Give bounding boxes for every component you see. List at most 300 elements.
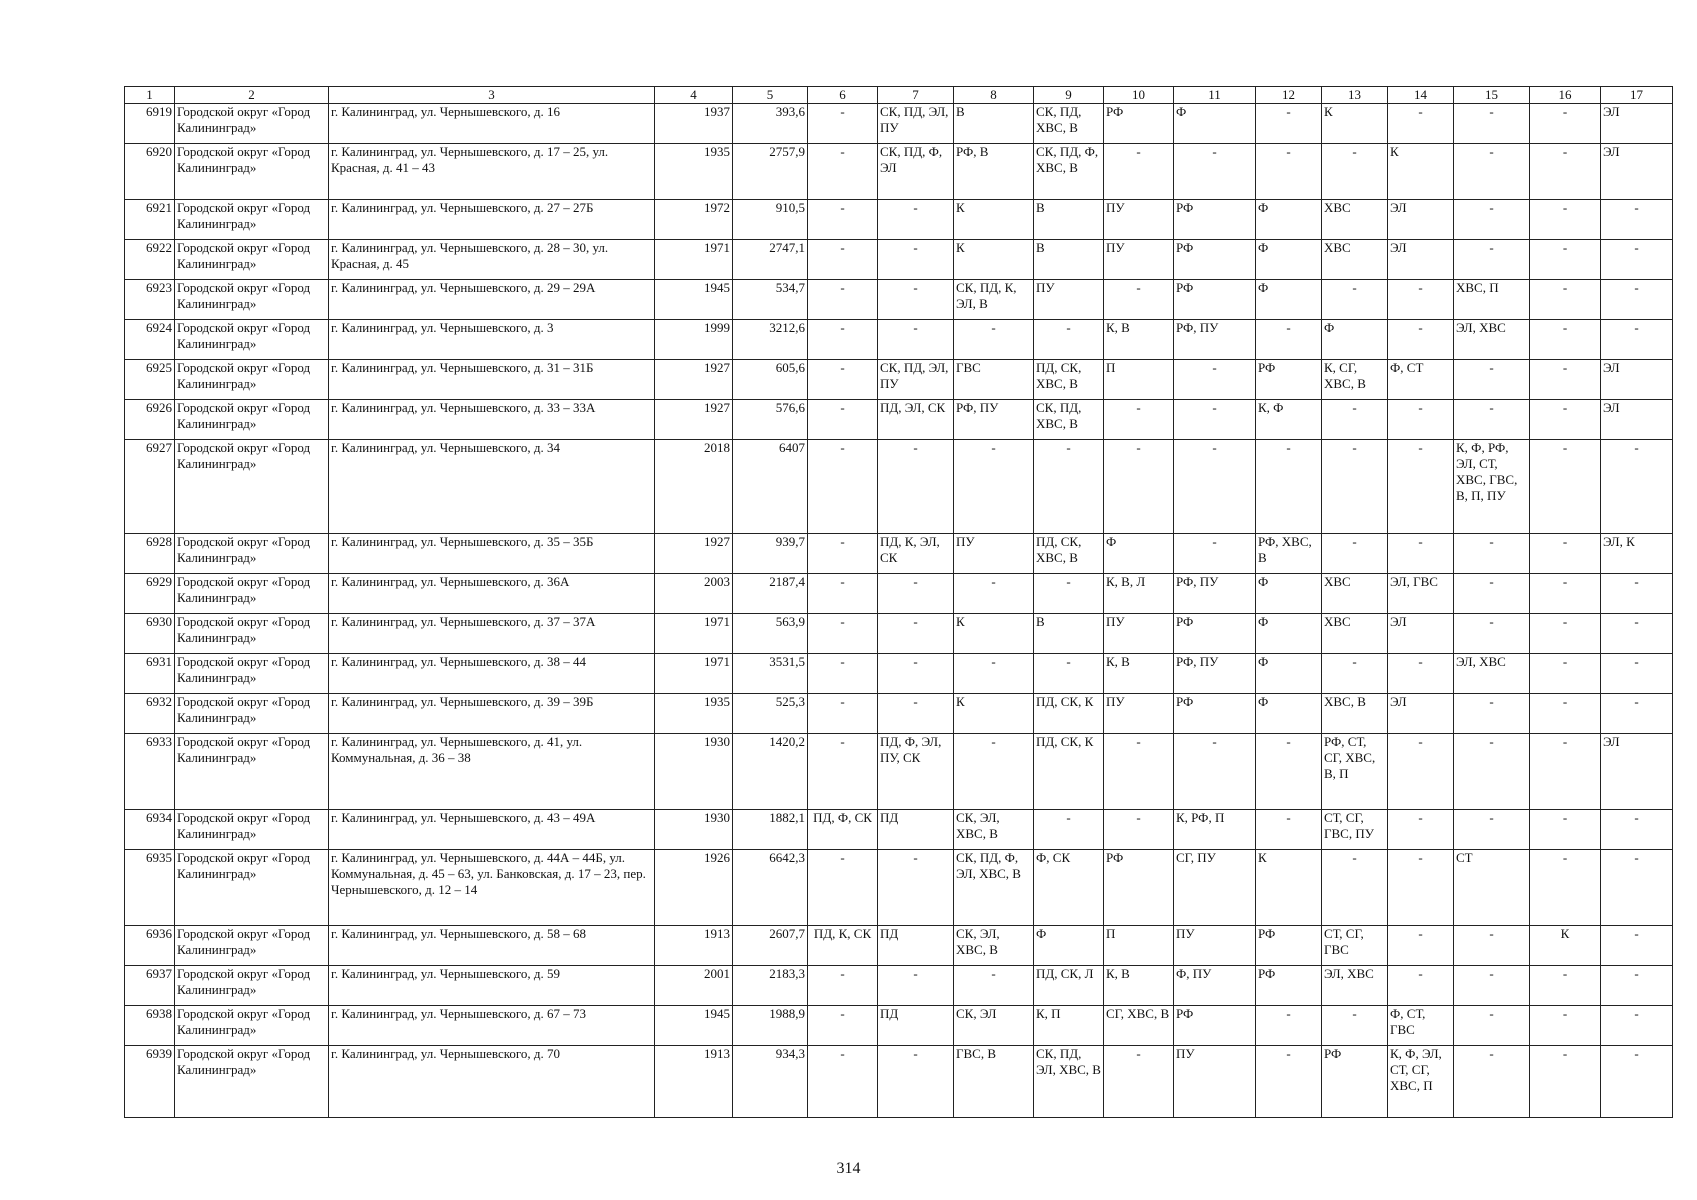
table-cell: 934,3 [733,1046,808,1118]
table-row [125,320,1673,360]
table-cell: ПД [878,810,954,850]
table-cell: Ф [1104,534,1174,574]
table-cell: - [878,240,954,280]
table-cell: - [1454,104,1530,144]
table-cell: Городской округ «Город Калининград» [175,614,329,654]
table-cell: - [1454,1006,1530,1046]
column-number: 4 [655,87,733,104]
table-cell: К [1256,850,1322,926]
table-cell: г. Калининград, ул. Чернышевского, д. 27 – 27Б [329,200,655,240]
table-cell: К [954,240,1034,280]
table-cell: г. Калининград, ул. Чернышевского, д. 59 [329,966,655,1006]
table-cell: г. Калининград, ул. Чернышевского, д. 33 – 33А [329,400,655,440]
table-cell: К, СГ, ХВС, В [1322,360,1388,400]
table-cell: - [1530,240,1601,280]
table-cell: - [1530,534,1601,574]
column-number: 1 [125,87,175,104]
table-row [125,240,1673,280]
table-cell: 605,6 [733,360,808,400]
table-cell: 1927 [655,360,733,400]
table-cell: - [1322,654,1388,694]
table-cell: 393,6 [733,104,808,144]
table-cell: РФ [1104,104,1174,144]
table-cell: Городской округ «Город Калининград» [175,440,329,534]
table-cell: - [878,966,954,1006]
table-cell: - [808,240,878,280]
table-cell: - [1034,320,1104,360]
column-number: 12 [1256,87,1322,104]
table-cell: - [878,280,954,320]
table-cell: 6935 [125,850,175,926]
table-cell: К [954,694,1034,734]
table-cell: ХВС [1322,200,1388,240]
table-cell: - [1388,280,1454,320]
table-cell: 6938 [125,1006,175,1046]
table-cell: СК, ПД, ЭЛ, ХВС, В [1034,1046,1104,1118]
table-cell: Городской округ «Город Калининград» [175,926,329,966]
table-cell: 1930 [655,810,733,850]
table-cell: - [1601,280,1673,320]
table-cell: 6937 [125,966,175,1006]
table-cell: СК, ПД, К, ЭЛ, В [954,280,1034,320]
table-cell: ПУ [1104,240,1174,280]
table-cell: ГВС, В [954,1046,1034,1118]
table-cell: ХВС [1322,574,1388,614]
table-cell: 6929 [125,574,175,614]
table-cell: г. Калининград, ул. Чернышевского, д. 70 [329,1046,655,1118]
table-cell: ЭЛ [1601,734,1673,810]
table-cell: - [1601,240,1673,280]
table-cell: ПД, К, СК [808,926,878,966]
table-cell: Ф [1034,926,1104,966]
table-cell: СК, ЭЛ, ХВС, В [954,810,1034,850]
table-cell: Городской округ «Город Калининград» [175,654,329,694]
table-cell: 1971 [655,614,733,654]
table-cell: 1420,2 [733,734,808,810]
table-cell: 6922 [125,240,175,280]
table-cell: Ф [1256,280,1322,320]
table-cell: - [1322,440,1388,534]
table-cell: - [1388,810,1454,850]
table-cell: ГВС [954,360,1034,400]
table-cell: Городской округ «Город Калининград» [175,966,329,1006]
table-cell: - [1530,400,1601,440]
table-row [125,734,1673,810]
table-cell: 6920 [125,144,175,200]
table-cell: - [1601,614,1673,654]
table-row [125,694,1673,734]
table-cell: г. Калининград, ул. Чернышевского, д. 29 – 29А [329,280,655,320]
table-cell: Ф, СК [1034,850,1104,926]
table-cell: 2757,9 [733,144,808,200]
table-cell: РФ, ХВС, В [1256,534,1322,574]
table-cell: СК, ПД, Ф, ЭЛ [878,144,954,200]
table-cell: - [1256,104,1322,144]
table-cell: К, Ф [1256,400,1322,440]
table-cell: ПД [878,926,954,966]
table-cell: - [1388,850,1454,926]
table-cell: ХВС [1322,240,1388,280]
table-cell: Ф [1256,574,1322,614]
column-number-row [125,87,1673,104]
table-row [125,654,1673,694]
table-cell: 1945 [655,280,733,320]
table-cell: 1945 [655,1006,733,1046]
table-cell: - [1388,440,1454,534]
table-cell: - [1322,850,1388,926]
table-cell: - [878,694,954,734]
table-cell: - [1454,360,1530,400]
table-cell: 6921 [125,200,175,240]
table-cell: П [1104,926,1174,966]
table-cell: - [1104,734,1174,810]
column-number: 17 [1601,87,1673,104]
table-cell: ЭЛ, ХВС [1454,654,1530,694]
table-cell: - [1322,534,1388,574]
table-cell: - [878,614,954,654]
table-cell: Городской округ «Город Калининград» [175,574,329,614]
table-cell: - [808,694,878,734]
table-cell: ЭЛ [1601,400,1673,440]
table-cell: К, В [1104,654,1174,694]
column-number: 15 [1454,87,1530,104]
table-cell: 6925 [125,360,175,400]
table-cell: ПУ [1174,1046,1256,1118]
table-cell: - [1454,240,1530,280]
table-cell: - [1530,104,1601,144]
table-cell: Городской округ «Город Калининград» [175,280,329,320]
table-cell: 2187,4 [733,574,808,614]
table-cell: - [1034,654,1104,694]
table-cell: - [1174,534,1256,574]
table-row [125,400,1673,440]
table-cell: Ф, СТ, ГВС [1388,1006,1454,1046]
table-cell: Городской округ «Город Калининград» [175,694,329,734]
table-cell: ПУ [1104,694,1174,734]
table-cell: - [1388,654,1454,694]
column-number: 5 [733,87,808,104]
table-cell: - [1454,810,1530,850]
table-cell: Ф [1256,614,1322,654]
table-cell: СК, ЭЛ, ХВС, В [954,926,1034,966]
table-cell: СГ, ПУ [1174,850,1256,926]
table-cell: - [878,654,954,694]
table-cell: РФ, ПУ [954,400,1034,440]
table-cell: Городской округ «Город Калининград» [175,1006,329,1046]
table-cell: ПУ [954,534,1034,574]
table-cell: ПУ [1174,926,1256,966]
table-cell: г. Калининград, ул. Чернышевского, д. 17 – 25, ул. Красная, д. 41 – 43 [329,144,655,200]
table-cell: 1935 [655,694,733,734]
table-cell: 563,9 [733,614,808,654]
table-cell: 2001 [655,966,733,1006]
table-cell: 2607,7 [733,926,808,966]
table-cell: 6919 [125,104,175,144]
table-cell: - [1530,320,1601,360]
column-number: 9 [1034,87,1104,104]
table-cell: Городской округ «Город Калининград» [175,1046,329,1118]
table-cell: - [1454,926,1530,966]
table-cell: ПД, Ф, СК [808,810,878,850]
table-cell: РФ [1174,200,1256,240]
table-cell: - [1601,440,1673,534]
table-cell: В [1034,200,1104,240]
table-row [125,850,1673,926]
table-row [125,360,1673,400]
table-cell: 1913 [655,926,733,966]
table-cell: ПД, СК, Л [1034,966,1104,1006]
table-cell: - [1256,734,1322,810]
table-cell: СК, ПД, Ф, ЭЛ, ХВС, В [954,850,1034,926]
column-number: 7 [878,87,954,104]
table-cell: - [1034,574,1104,614]
table-cell: - [1530,280,1601,320]
table-cell: - [808,200,878,240]
table-cell: - [1530,966,1601,1006]
table-cell: РФ [1174,694,1256,734]
table-cell: г. Калининград, ул. Чернышевского, д. 67 – 73 [329,1006,655,1046]
table-cell: 6931 [125,654,175,694]
table-cell: ЭЛ [1388,240,1454,280]
table-cell: - [954,440,1034,534]
table-cell: СК, ПД, ХВС, В [1034,400,1104,440]
table-cell: - [1256,440,1322,534]
table-row [125,280,1673,320]
table-cell: СК, ПД, ЭЛ, ПУ [878,360,954,400]
table-cell: СК, ПД, Ф, ХВС, В [1034,144,1104,200]
table-cell: г. Калининград, ул. Чернышевского, д. 37 – 37А [329,614,655,654]
column-number: 2 [175,87,329,104]
table-cell: - [878,320,954,360]
table-cell: г. Калининград, ул. Чернышевского, д. 41, ул. Коммунальная, д. 36 – 38 [329,734,655,810]
table-cell: г. Калининград, ул. Чернышевского, д. 43 – 49А [329,810,655,850]
table-cell: - [1530,1006,1601,1046]
table-cell: 1937 [655,104,733,144]
table-cell: Городской округ «Город Калининград» [175,400,329,440]
table-cell: - [808,654,878,694]
table-cell: РФ, СТ, СГ, ХВС, В, П [1322,734,1388,810]
table-cell: - [808,734,878,810]
table-row [125,1006,1673,1046]
table-cell: 6930 [125,614,175,654]
table-cell: Ф [1322,320,1388,360]
table-cell: К, РФ, П [1174,810,1256,850]
table-cell: РФ [1174,1006,1256,1046]
table-cell: 2003 [655,574,733,614]
table-cell: 3531,5 [733,654,808,694]
table-cell: ПД, СК, ХВС, В [1034,360,1104,400]
table-cell: РФ, ПУ [1174,654,1256,694]
table-cell: 1927 [655,400,733,440]
table-cell: - [1601,574,1673,614]
table-cell: 6934 [125,810,175,850]
table-cell: - [878,574,954,614]
table-cell: - [1174,734,1256,810]
table-cell: ЭЛ [1388,614,1454,654]
table-cell: СТ [1454,850,1530,926]
table-cell: СТ, СГ, ГВС [1322,926,1388,966]
table-cell: ХВС [1322,614,1388,654]
table-cell: К [1530,926,1601,966]
table-cell: ЭЛ, К [1601,534,1673,574]
table-cell: ХВС, П [1454,280,1530,320]
column-number: 8 [954,87,1034,104]
table-cell: - [1388,966,1454,1006]
table-cell: 6923 [125,280,175,320]
table-cell: г. Калининград, ул. Чернышевского, д. 58 – 68 [329,926,655,966]
table-row [125,440,1673,534]
table-cell: В [1034,240,1104,280]
table-cell: 2183,3 [733,966,808,1006]
table-cell: - [1104,440,1174,534]
table-cell: РФ [1104,850,1174,926]
table-cell: СК, ЭЛ [954,1006,1034,1046]
table-cell: ПД, ЭЛ, СК [878,400,954,440]
table-cell: г. Калининград, ул. Чернышевского, д. 31 – 31Б [329,360,655,400]
table-cell: Ф [1256,694,1322,734]
table-cell: - [1174,144,1256,200]
table-cell: ПД, СК, К [1034,694,1104,734]
table-cell: 910,5 [733,200,808,240]
table-row [125,926,1673,966]
table-cell: - [1322,400,1388,440]
table-cell: - [808,104,878,144]
table-cell: 2747,1 [733,240,808,280]
table-cell: Городской округ «Город Калининград» [175,104,329,144]
table-cell: - [1530,654,1601,694]
table-cell: - [1174,400,1256,440]
table-cell: Ф [1256,240,1322,280]
table-cell: 6933 [125,734,175,810]
table-row [125,966,1673,1006]
table-cell: СТ, СГ, ГВС, ПУ [1322,810,1388,850]
table-cell: К [1322,104,1388,144]
table-cell: - [1601,654,1673,694]
table-cell: ПД, К, ЭЛ, СК [878,534,954,574]
table-cell: - [878,440,954,534]
table-row [125,810,1673,850]
table-cell: - [1256,320,1322,360]
column-number: 11 [1174,87,1256,104]
table-cell: Ф, СТ [1388,360,1454,400]
table-cell: - [1530,440,1601,534]
column-number: 13 [1322,87,1388,104]
table-cell: 1930 [655,734,733,810]
column-number: 14 [1388,87,1454,104]
table-cell: - [808,1006,878,1046]
table-cell: ПД, СК, ХВС, В [1034,534,1104,574]
table-cell: ЭЛ, ХВС [1454,320,1530,360]
page-number: 314 [836,1160,861,1177]
table-cell: - [1454,966,1530,1006]
table-cell: - [1454,200,1530,240]
table-cell: 1988,9 [733,1006,808,1046]
table-cell: ПД [878,1006,954,1046]
table-cell: ПУ [1034,280,1104,320]
table-cell: 3212,6 [733,320,808,360]
table-cell: - [1388,734,1454,810]
table-cell: - [1256,1006,1322,1046]
table-cell: г. Калининград, ул. Чернышевского, д. 16 [329,104,655,144]
table-cell: - [878,200,954,240]
table-cell: - [1530,810,1601,850]
table-row [125,534,1673,574]
table-cell: Ф [1174,104,1256,144]
table-cell: К, Ф, РФ, ЭЛ, СТ, ХВС, ГВС, В, П, ПУ [1454,440,1530,534]
table-cell: - [1530,850,1601,926]
table-cell: ЭЛ, ГВС [1388,574,1454,614]
table-cell: Городской округ «Город Калининград» [175,534,329,574]
table-cell: - [878,850,954,926]
table-cell: - [1530,614,1601,654]
table-cell: РФ [1256,360,1322,400]
column-number: 16 [1530,87,1601,104]
table-cell: 6928 [125,534,175,574]
table-cell: - [808,534,878,574]
table-row [125,200,1673,240]
table-cell: 1999 [655,320,733,360]
table-cell: - [1256,144,1322,200]
table-cell: г. Калининград, ул. Чернышевского, д. 34 [329,440,655,534]
table-cell: - [1388,534,1454,574]
column-number: 6 [808,87,878,104]
table-cell: - [1454,614,1530,654]
table-cell: - [954,966,1034,1006]
table-cell: ЭЛ [1388,200,1454,240]
table-cell: - [1388,320,1454,360]
table-cell: К [954,614,1034,654]
table-cell: г. Калининград, ул. Чернышевского, д. 35 – 35Б [329,534,655,574]
table-cell: - [1034,440,1104,534]
table-cell: ПУ [1104,614,1174,654]
table-cell: К [954,200,1034,240]
table-row [125,104,1673,144]
table-cell: - [1530,144,1601,200]
table-cell: Городской округ «Город Калининград» [175,320,329,360]
table-cell: - [1174,440,1256,534]
table-cell: 1882,1 [733,810,808,850]
table-cell: - [1601,200,1673,240]
table-cell: - [1256,810,1322,850]
table-cell: - [1104,280,1174,320]
table-cell: РФ [1256,966,1322,1006]
table-cell: - [954,734,1034,810]
table-cell: В [954,104,1034,144]
table-cell: - [1530,360,1601,400]
table-cell: г. Калининград, ул. Чернышевского, д. 44А – 44Б, ул. Коммунальная, д. 45 – 63, ул. Банковская, д. 17 – 23, пер. Чернышевского, д. 12 – 14 [329,850,655,926]
table-cell: - [1388,104,1454,144]
table-cell: Городской округ «Город Калининград» [175,240,329,280]
table-cell: 1971 [655,240,733,280]
table-cell: - [1601,810,1673,850]
table-cell: - [954,320,1034,360]
table-cell: 6924 [125,320,175,360]
table-cell: ПД, СК, К [1034,734,1104,810]
table-row [125,144,1673,200]
table-cell: 6939 [125,1046,175,1118]
table-cell: - [1454,144,1530,200]
table-cell: 534,7 [733,280,808,320]
table-cell: - [1388,400,1454,440]
table-cell: Городской округ «Город Калининград» [175,850,329,926]
table-cell: - [808,144,878,200]
table-cell: - [1454,1046,1530,1118]
table-cell: РФ [1322,1046,1388,1118]
table-cell: К [1388,144,1454,200]
table-cell: - [1322,1006,1388,1046]
table-cell: - [1454,400,1530,440]
table-cell: - [1530,1046,1601,1118]
